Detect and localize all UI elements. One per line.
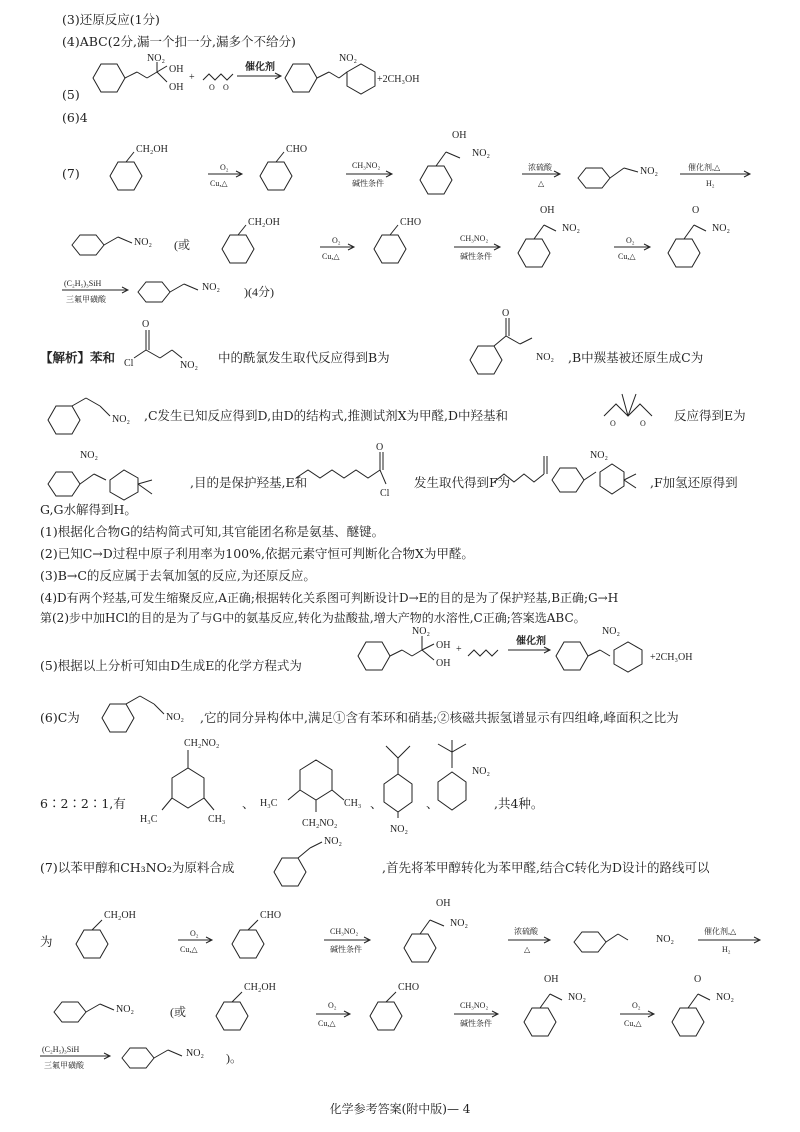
- no2-label: NO₂: [186, 1048, 204, 1059]
- ch3no2-cond: CH₃NO₂: [460, 234, 489, 243]
- cl-label: Cl: [124, 358, 134, 369]
- cu-heat-label: Cu,△: [322, 252, 340, 261]
- oh-label: OH: [169, 64, 184, 75]
- analysis-q7c: 为: [40, 934, 53, 949]
- reaction-5-top: [85, 50, 485, 106]
- no2-label: NO₂: [116, 1004, 134, 1015]
- or-label: (或: [174, 238, 190, 252]
- analysis-p3c: ,F加氢还原得到: [650, 475, 738, 490]
- ch3-label: CH₃: [344, 798, 362, 809]
- tfa-cond: 三氟甲磺酸: [44, 1061, 84, 1070]
- route-7-row1: [90, 128, 770, 200]
- route-end: )。: [226, 1051, 242, 1065]
- isomer-1-structure: [122, 734, 252, 834]
- analysis-q6d: 、: [242, 796, 255, 811]
- analysis-p3a: ,目的是保护羟基,E和: [190, 475, 308, 490]
- analysis-q4a: (4)D有两个羟基,可发生缩聚反应,A正确;根据转化关系图可判断设计D→E的目的是为了保护羟基,B正确;G→H: [40, 591, 619, 605]
- no2-label: NO₂: [390, 824, 408, 835]
- route-7-row2: [62, 205, 762, 275]
- no2-label: NO₂: [656, 934, 674, 945]
- analysis-q1: (1)根据化合物G的结构简式可知,其官能团名称是氨基、醚键。: [40, 524, 385, 539]
- route-7-analysis-row1: [62, 898, 762, 970]
- ch2oh-label: CH₂OH: [136, 144, 168, 155]
- no2-label: NO₂: [339, 53, 357, 64]
- acyl-chloride-chain-structure: [290, 444, 410, 504]
- svg-text:O: O: [209, 83, 215, 92]
- catalyst-label: 催化剂: [516, 636, 546, 647]
- base-cond: 碱性条件: [460, 252, 492, 261]
- plus-sign: +: [189, 72, 195, 83]
- answer-5-label: (5): [62, 87, 80, 102]
- o2-label: O₂: [632, 1001, 641, 1010]
- oh-label: OH: [540, 205, 555, 216]
- cat-heat-cond: 催化剂,△: [688, 163, 721, 172]
- no2-label: NO₂: [202, 282, 220, 293]
- page-footer: 化学参考答案(附中版)— 4: [329, 1102, 471, 1116]
- route-7-analysis-row2: [40, 972, 760, 1044]
- no2-label: NO₂: [450, 918, 468, 929]
- cu-heat-label: Cu,△: [180, 945, 198, 954]
- no2-label: NO₂: [134, 237, 152, 248]
- svg-text:O: O: [610, 419, 616, 428]
- ch2oh-label: CH₂OH: [104, 910, 136, 921]
- ch3no2-cond: CH₃NO₂: [460, 1001, 489, 1010]
- ch3no2-cond: CH₃NO₂: [352, 161, 381, 170]
- silane-cond: (C₂H₅)₃SiH: [42, 1045, 80, 1054]
- ch2oh-label: CH₂OH: [244, 982, 276, 993]
- ch3-label: CH₃: [208, 814, 226, 825]
- no2-label: NO₂: [536, 352, 554, 363]
- no2-label: NO₂: [180, 360, 198, 371]
- analysis-p1a: 【解析】苯和: [40, 350, 116, 365]
- o2-label: O₂: [190, 929, 199, 938]
- or-label: (或: [170, 1005, 186, 1019]
- no2-label: NO₂: [602, 626, 620, 637]
- analysis-q6a: (6)C为: [40, 710, 80, 725]
- oh-label: OH: [452, 130, 467, 141]
- plus-methanol: +2CH₃OH: [377, 74, 420, 85]
- catalyst-label: 催化剂: [245, 62, 275, 73]
- h2so4-cond: 浓硫酸: [528, 163, 552, 172]
- cl-label: Cl: [380, 488, 390, 499]
- no2-label: NO₂: [562, 223, 580, 234]
- compound-c-structure: [40, 390, 150, 440]
- heat-cond: △: [524, 945, 531, 954]
- isomer-2-structure: [258, 752, 378, 832]
- base-cond: 碱性条件: [352, 179, 384, 188]
- no2-label: NO₂: [472, 148, 490, 159]
- cu-heat-label: Cu,△: [318, 1019, 336, 1028]
- cho-label: CHO: [400, 217, 422, 228]
- oh-label: OH: [544, 974, 559, 985]
- analysis-p4: G,G水解得到H。: [40, 502, 137, 517]
- route-7-row3: [62, 276, 362, 312]
- h2-cond: H₂: [706, 179, 715, 188]
- acyl-chloride-structure: [122, 316, 214, 372]
- compound-e-structure: [40, 444, 188, 506]
- cu-heat-label: Cu,△: [210, 179, 228, 188]
- o2-label: O₂: [328, 1001, 337, 1010]
- o2-label: O₂: [626, 236, 635, 245]
- analysis-q6b: ,它的同分异构体中,满足①含有苯环和硝基;②核磁共振氢谱显示有四组峰,峰面积之比为: [200, 710, 679, 725]
- no2-label: NO₂: [80, 450, 98, 461]
- svg-text:O: O: [223, 83, 229, 92]
- analysis-q6e: 、: [370, 796, 383, 811]
- base-cond: 碱性条件: [460, 1019, 492, 1028]
- target-structure: [266, 834, 376, 890]
- answer-3: (3)还原反应(1分): [62, 12, 160, 27]
- no2-label: NO₂: [716, 992, 734, 1003]
- analysis-q2: (2)已知C→D过程中原子利用率为100%,依据元素守恒可判断化合物X为甲醛。: [40, 546, 474, 561]
- oh-label: OH: [436, 640, 451, 651]
- cho-label: CHO: [398, 982, 420, 993]
- isomer-4-structure: [428, 736, 498, 816]
- cho-label: CHO: [286, 144, 308, 155]
- o2-label: O₂: [332, 236, 341, 245]
- ch3no2-cond: CH₃NO₂: [330, 927, 359, 936]
- base-cond: 碱性条件: [330, 945, 362, 954]
- no2-label: NO₂: [324, 836, 342, 847]
- no2-label: NO₂: [412, 626, 430, 637]
- oh-label: OH: [436, 658, 451, 669]
- analysis-q7b: ,首先将苯甲醇转化为苯甲醛,结合C转化为D设计的路线可以: [382, 860, 710, 875]
- no2-label: NO₂: [166, 712, 184, 723]
- no2-label: NO₂: [568, 992, 586, 1003]
- compound-b-structure: [460, 310, 570, 382]
- o-label: O: [376, 442, 384, 453]
- no2-label: NO₂: [147, 53, 165, 64]
- analysis-p2b: 反应得到E为: [674, 408, 746, 423]
- analysis-q5: (5)根据以上分析可知由D生成E的化学方程式为: [40, 658, 302, 673]
- analysis-q6f: 、: [426, 796, 439, 811]
- h2so4-cond: 浓硫酸: [514, 927, 538, 936]
- o2-label: O₂: [220, 163, 229, 172]
- no2-label: NO₂: [472, 766, 490, 777]
- no2-label: NO₂: [112, 414, 130, 425]
- cu-heat-label: Cu,△: [618, 252, 636, 261]
- analysis-p2a: ,C发生已知反应得到D,由D的结构式,推测试剂X为甲醛,D中羟基和: [144, 408, 508, 423]
- route7-end: )(4分): [244, 285, 274, 299]
- cu-heat-label: Cu,△: [624, 1019, 642, 1028]
- o-label: O: [142, 319, 150, 330]
- o-label: O: [694, 974, 702, 985]
- h2-cond: H₂: [722, 945, 731, 954]
- silane-cond: (C₂H₅)₃SiH: [64, 279, 102, 288]
- compound-c-structure: [94, 690, 204, 738]
- analysis-q4b: 第(2)步中加HCl的目的是为了与G中的氨基反应,转化为盐酸盐,增大产物的水溶性,C正确;答案选ABC。: [40, 611, 586, 625]
- analysis-p1c: ,B中羰基被还原生成C为: [568, 350, 704, 365]
- cho-label: CHO: [260, 910, 282, 921]
- cat-heat-cond: 催化剂,△: [704, 927, 737, 936]
- oh-label: OH: [436, 898, 451, 909]
- plus-sign: +: [456, 644, 462, 655]
- analysis-q7a: (7)以苯甲醇和CH₃NO₂为原料合成: [40, 860, 235, 875]
- analysis-q6g: ,共4种。: [494, 796, 544, 811]
- no2-label: NO₂: [712, 223, 730, 234]
- answer-7-label: (7): [62, 166, 80, 181]
- compound-f-structure: [490, 436, 650, 500]
- reaction-5-analysis: [350, 622, 750, 678]
- analysis-q3: (3)B→C的反应属于去氧加氢的反应,为还原反应。: [40, 568, 316, 583]
- answer-6: (6)4: [62, 110, 88, 125]
- oh-label: OH: [169, 82, 184, 93]
- tfa-cond: 三氟甲磺酸: [66, 295, 106, 304]
- analysis-p3b: 发生取代得到F为: [414, 475, 511, 490]
- plus-methanol: +2CH₃OH: [650, 652, 693, 663]
- no2-label: NO₂: [640, 166, 658, 177]
- svg-text:O: O: [640, 419, 646, 428]
- route-7-analysis-row3: [40, 1042, 340, 1078]
- dimethoxypropane-structure: [598, 386, 670, 432]
- h3c-label: H₃C: [140, 814, 158, 825]
- analysis-p1b: 中的酰氯发生取代反应得到B为: [218, 350, 390, 365]
- ch2no2-label: CH₂NO₂: [302, 818, 338, 829]
- no2-label: NO₂: [590, 450, 608, 461]
- h3c-label: H₃C: [260, 798, 278, 809]
- analysis-q6c: 6∶2∶2∶1,有: [40, 796, 126, 811]
- ch2oh-label: CH₂OH: [248, 217, 280, 228]
- ch2no2-label: CH₂NO₂: [184, 738, 220, 749]
- heat-cond: △: [538, 179, 545, 188]
- o-label: O: [692, 205, 700, 216]
- answer-4: (4)ABC(2分,漏一个扣一分,漏多个不给分): [62, 34, 296, 49]
- o-label: O: [502, 308, 510, 319]
